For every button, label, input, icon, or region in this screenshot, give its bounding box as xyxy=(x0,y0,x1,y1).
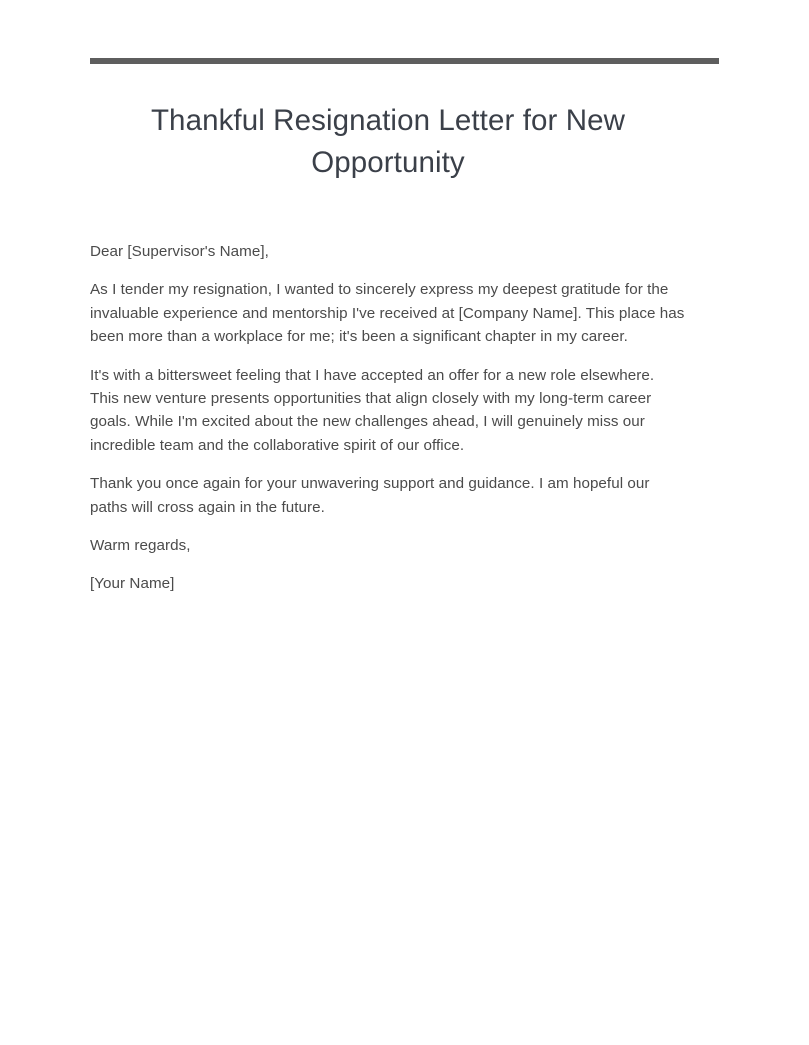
salutation-text: Dear [Supervisor's Name], xyxy=(90,243,269,260)
body-paragraph-1: As I tender my resignation, I wanted to sincerely express my deepest gratitude for the invaluable experience and mentorship I've received at [Company Name]. This place has been more than a workplace for me; it's been a significant chapter in my career. xyxy=(90,281,685,346)
body-paragraph-2: It's with a bittersweet feeling that I have accepted an offer for a new role elsewhere. This new venture presents opportunities that align closely with my long-term career goals. While I'm excited about the new challenges ahead, I will genuinely miss our incredible team and the collaborative spirit of our office. xyxy=(90,366,655,454)
body-paragraph-3: Thank you once again for your unwavering support and guidance. I am hopeful our paths will cross again in the future. xyxy=(90,475,650,516)
header-rule-divider xyxy=(90,58,719,64)
letter-body xyxy=(90,240,686,596)
signature-text: [Your Name] xyxy=(90,575,175,593)
closing-text: Warm regards, xyxy=(90,537,191,555)
page-title: Thankful Resignation Letter for New Opportunity xyxy=(150,104,626,179)
